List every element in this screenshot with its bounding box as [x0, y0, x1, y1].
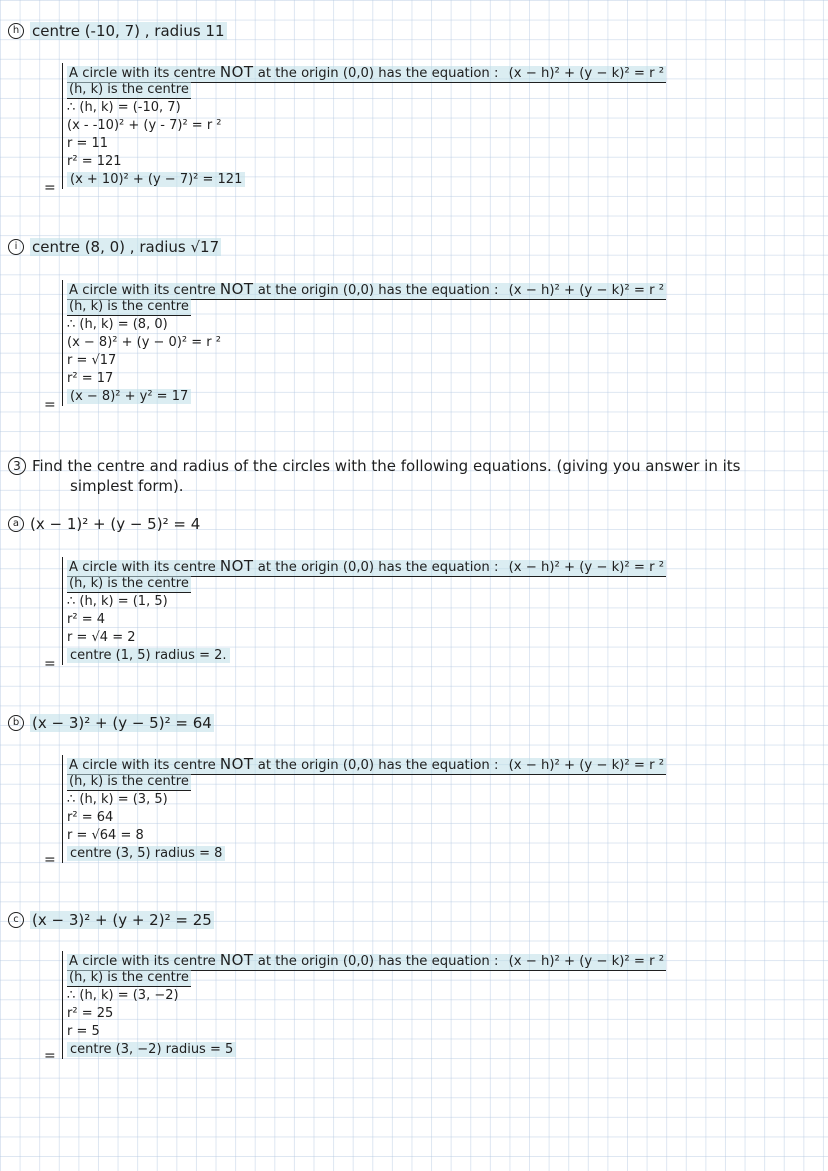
section-c-heading-text: (x − 3)² + (y + 2)² = 25 — [32, 911, 212, 929]
rule-text-post: at the origin (0,0) has the equation : — [257, 560, 499, 575]
step-line: (x - -10)² + (y - 7)² = r ² — [67, 118, 222, 133]
centre-label: (h, k) is the centre — [69, 576, 189, 591]
section-h-answer: (x + 10)² + (y − 7)² = 121 — [67, 172, 245, 187]
step-line: r = √64 = 8 — [67, 828, 144, 843]
rule-text-not: NOT — [219, 951, 254, 969]
section-i-answer: (x − 8)² + y² = 17 — [67, 389, 191, 404]
centre-label-line — [67, 969, 666, 987]
rule-text-pre: A circle with its centre — [69, 560, 216, 575]
rule-text-pre: A circle with its centre — [69, 283, 216, 298]
centre-label-line — [67, 81, 666, 99]
answer-line — [67, 845, 666, 863]
rule-line — [67, 755, 666, 773]
section-c-heading — [8, 911, 214, 929]
section-a-working — [62, 557, 666, 665]
section-c-working — [62, 951, 666, 1059]
step-line: r = √4 = 2 — [67, 630, 136, 645]
answer-line — [67, 171, 666, 189]
step-line: ∴ (h, k) = (8, 0) — [67, 317, 168, 332]
rule-line — [67, 951, 666, 969]
step-line: r = √17 — [67, 353, 117, 368]
question-3 — [8, 456, 823, 496]
question-3-line-1: Find the centre and radius of the circles with the following equations. (giving you answer in its — [32, 457, 741, 475]
question-3-line-2: simplest form). — [70, 477, 184, 495]
section-a-heading-text: (x − 1)² + (y − 5)² = 4 — [30, 515, 201, 533]
rule-line — [67, 280, 666, 298]
rule-formula: (x − h)² + (y − k)² = r ² — [508, 283, 665, 298]
section-i-heading-text: centre (8, 0) , radius √17 — [32, 238, 220, 256]
rule-text-post: at the origin (0,0) has the equation : — [257, 283, 499, 298]
rule-text-not: NOT — [219, 557, 254, 575]
centre-label: (h, k) is the centre — [69, 970, 189, 985]
rule-text-post: at the origin (0,0) has the equation : — [257, 66, 499, 81]
section-c-badge: c — [8, 912, 24, 928]
step-line: ∴ (h, k) = (-10, 7) — [67, 100, 181, 115]
rule-formula: (x − h)² + (y − k)² = r ² — [508, 758, 665, 773]
rule-text-not: NOT — [219, 63, 254, 81]
step-line: ∴ (h, k) = (3, −2) — [67, 988, 179, 1003]
step-line: (x − 8)² + (y − 0)² = r ² — [67, 335, 221, 350]
section-i-badge: i — [8, 239, 24, 255]
step-line: r² = 25 — [67, 1006, 114, 1021]
step-line: r² = 64 — [67, 810, 114, 825]
rule-text-not: NOT — [219, 280, 254, 298]
step-line: r² = 17 — [67, 371, 114, 386]
section-c-answer: centre (3, −2) radius = 5 — [67, 1042, 236, 1057]
section-a-answer: centre (1, 5) radius = 2. — [67, 648, 230, 663]
rule-text-pre: A circle with its centre — [69, 954, 216, 969]
rule-formula: (x − h)² + (y − k)² = r ² — [508, 954, 665, 969]
centre-label: (h, k) is the centre — [69, 774, 189, 789]
centre-label: (h, k) is the centre — [69, 82, 189, 97]
rule-formula: (x − h)² + (y − k)² = r ² — [508, 66, 665, 81]
equals-mark: = — [44, 180, 56, 196]
centre-label-line — [67, 298, 666, 316]
step-line: r = 5 — [67, 1024, 100, 1039]
rule-text-pre: A circle with its centre — [69, 758, 216, 773]
section-h-badge: h — [8, 23, 24, 39]
centre-label-line — [67, 773, 666, 791]
section-h-heading — [8, 22, 227, 40]
step-line: ∴ (h, k) = (3, 5) — [67, 792, 168, 807]
section-i-working — [62, 280, 666, 406]
rule-text-post: at the origin (0,0) has the equation : — [257, 758, 499, 773]
section-a-badge: a — [8, 516, 24, 532]
section-b-heading-text: (x − 3)² + (y − 5)² = 64 — [32, 714, 212, 732]
step-line: ∴ (h, k) = (1, 5) — [67, 594, 168, 609]
centre-label-line — [67, 575, 666, 593]
answer-line — [67, 647, 666, 665]
rule-line — [67, 63, 666, 81]
equals-mark: = — [44, 852, 56, 868]
rule-formula: (x − h)² + (y − k)² = r ² — [508, 560, 665, 575]
question-3-badge: 3 — [8, 457, 26, 475]
rule-text-pre: A circle with its centre — [69, 66, 216, 81]
section-b-heading — [8, 714, 214, 732]
step-line: r = 11 — [67, 136, 109, 151]
section-b-answer: centre (3, 5) radius = 8 — [67, 846, 225, 861]
centre-label: (h, k) is the centre — [69, 299, 189, 314]
step-line: r² = 121 — [67, 154, 122, 169]
equals-mark: = — [44, 1048, 56, 1064]
section-b-working — [62, 755, 666, 863]
rule-line — [67, 557, 666, 575]
step-line: r² = 4 — [67, 612, 105, 627]
section-h-working — [62, 63, 666, 189]
rule-text-post: at the origin (0,0) has the equation : — [257, 954, 499, 969]
equals-mark: = — [44, 397, 56, 413]
answer-line — [67, 1041, 666, 1059]
answer-line — [67, 388, 666, 406]
section-i-heading — [8, 238, 221, 256]
rule-text-not: NOT — [219, 755, 254, 773]
section-b-badge: b — [8, 715, 24, 731]
section-a-heading — [8, 515, 200, 533]
section-h-heading-text: centre (-10, 7) , radius 11 — [32, 22, 225, 40]
equals-mark: = — [44, 656, 56, 672]
